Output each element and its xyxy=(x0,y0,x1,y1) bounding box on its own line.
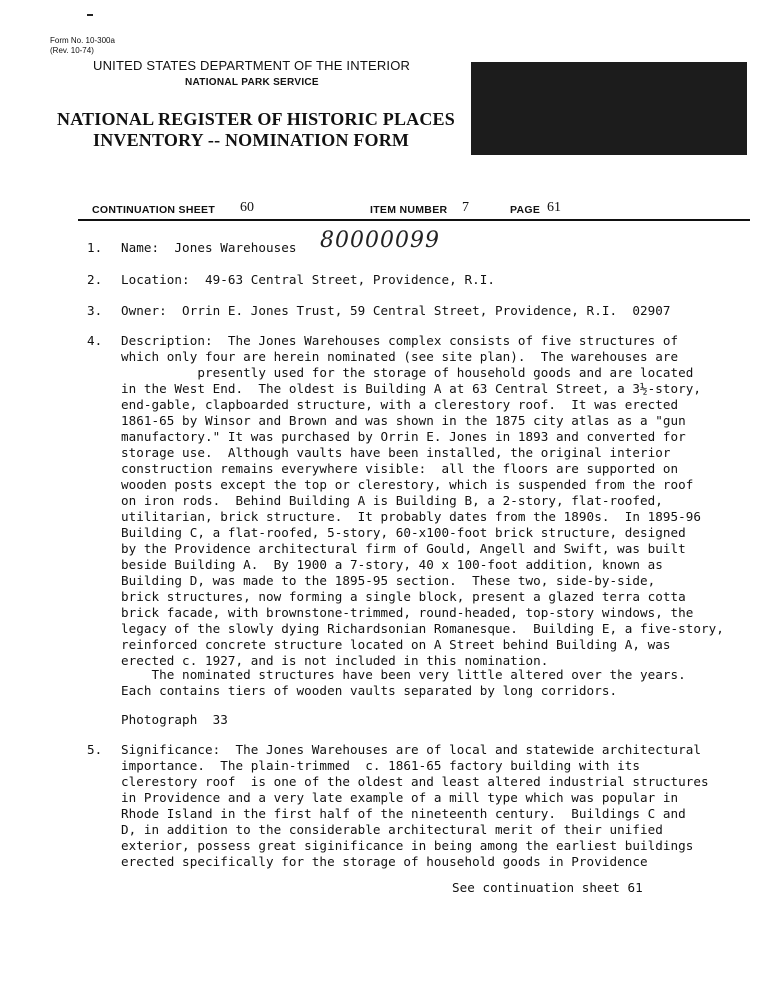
description-line: reinforced concrete structure located on A Street behind Building A, was xyxy=(121,637,671,652)
service-heading: NATIONAL PARK SERVICE xyxy=(185,77,319,88)
description-line: brick structures, now forming a single block, present a glazed terra cotta xyxy=(121,589,686,604)
description-line: manufactory." It was purchased by Orrin E. Jones in 1893 and converted for xyxy=(121,429,686,444)
item-1-number: 1. xyxy=(87,240,103,255)
description-line: construction remains everywhere visible: all the floors are supported on xyxy=(121,461,679,476)
continuation-sheet-label: CONTINUATION SHEET xyxy=(92,204,216,216)
item-number-label: ITEM NUMBER xyxy=(370,204,448,216)
description-line: The nominated structures have been very little altered over the years. xyxy=(121,667,686,682)
description-line: end-gable, clapboarded structure, with a clerestory roof. It was erected xyxy=(121,397,679,412)
significance-line: in Providence and a very late example of a mill type which was popular in xyxy=(121,790,679,805)
description-line: which only four are herein nominated (see site plan). The warehouses are xyxy=(121,349,679,364)
description-line: presently used for the storage of household goods and are located xyxy=(121,365,694,380)
item-number-value: 7 xyxy=(462,200,469,215)
description-line: on iron rods. Behind Building A is Building B, a 2-story, flat-roofed, xyxy=(121,493,663,508)
item-4-number: 4. xyxy=(87,333,103,348)
description-line: beside Building A. By 1900 a 7-story, 40 x 100-foot addition, known as xyxy=(121,557,663,572)
page-value: 61 xyxy=(547,200,561,215)
significance-paragraph xyxy=(121,742,709,870)
description-line: storage use. Although vaults have been installed, the original interior xyxy=(121,445,671,460)
department-heading: UNITED STATES DEPARTMENT OF THE INTERIOR xyxy=(93,58,411,73)
description-line: by the Providence architectural firm of Gould, Angell and Swift, was built xyxy=(121,541,686,556)
description-line: in the West End. The oldest is Building A at 63 Central Street, a 3½-story, xyxy=(121,381,702,396)
see-continuation-note: See continuation sheet 61 xyxy=(452,880,643,895)
form-number: Form No. 10-300a xyxy=(50,36,115,45)
photograph-reference: Photograph 33 xyxy=(121,712,228,727)
significance-line: erected specifically for the storage of household goods in Providence xyxy=(121,854,648,869)
handwritten-reference-number: 80000099 xyxy=(320,228,440,253)
item-2-number: 2. xyxy=(87,272,103,287)
description-line: utilitarian, brick structure. It probably dates from the 1890s. In 1895-96 xyxy=(121,509,702,524)
form-revision: (Rev. 10-74) xyxy=(50,46,94,55)
description-line: legacy of the slowly dying Richardsonian Romanesque. Building E, a five-story, xyxy=(121,621,724,636)
description-line: wooden posts except the top or clerestory, which is suspended from the roof xyxy=(121,477,694,492)
redacted-stamp-block xyxy=(471,62,747,155)
top-mark xyxy=(87,14,93,16)
item-2-location: Location: 49-63 Central Street, Providence, R.I. xyxy=(121,272,495,287)
item-3-owner: Owner: Orrin E. Jones Trust, 59 Central Street, Providence, R.I. 02907 xyxy=(121,303,671,318)
description-line: Building C, a flat-roofed, 5-story, 60-x100-foot brick structure, designed xyxy=(121,525,686,540)
item-1-name: Name: Jones Warehouses xyxy=(121,240,297,255)
description-line: Description: The Jones Warehouses complex consists of five structures of xyxy=(121,333,679,348)
description-line: 1861-65 by Winsor and Brown and was shown in the 1875 city atlas as a "gun xyxy=(121,413,686,428)
significance-line: Significance: The Jones Warehouses are of local and statewide architectural xyxy=(121,742,702,757)
significance-line: clerestory roof is one of the oldest and least altered industrial structures xyxy=(121,774,709,789)
item-5-number: 5. xyxy=(87,742,103,757)
continuation-sheet-value: 60 xyxy=(240,200,254,215)
description-paragraph xyxy=(121,333,724,669)
description-line: brick facade, with brownstone-trimmed, round-headed, top-story windows, the xyxy=(121,605,694,620)
form-title-line1: NATIONAL REGISTER OF HISTORIC PLACES xyxy=(57,109,455,129)
significance-line: importance. The plain-trimmed c. 1861-65 factory building with its xyxy=(121,758,640,773)
description-line: Each contains tiers of wooden vaults separated by long corridors. xyxy=(121,683,618,698)
description-paragraph-2 xyxy=(121,667,686,699)
significance-line: Rhode Island in the first half of the nineteenth century. Buildings C and xyxy=(121,806,686,821)
description-line: erected c. 1927, and is not included in this nomination. xyxy=(121,653,549,668)
header-rule xyxy=(78,219,750,221)
page-label: PAGE xyxy=(510,204,541,216)
description-line: Building D, was made to the 1895-95 section. These two, side-by-side, xyxy=(121,573,656,588)
significance-line: D, in addition to the considerable architectural merit of their unified xyxy=(121,822,663,837)
significance-line: exterior, possess great siginificance in being among the earliest buildings xyxy=(121,838,694,853)
item-3-number: 3. xyxy=(87,303,103,318)
form-title-line2: INVENTORY -- NOMINATION FORM xyxy=(93,130,410,150)
